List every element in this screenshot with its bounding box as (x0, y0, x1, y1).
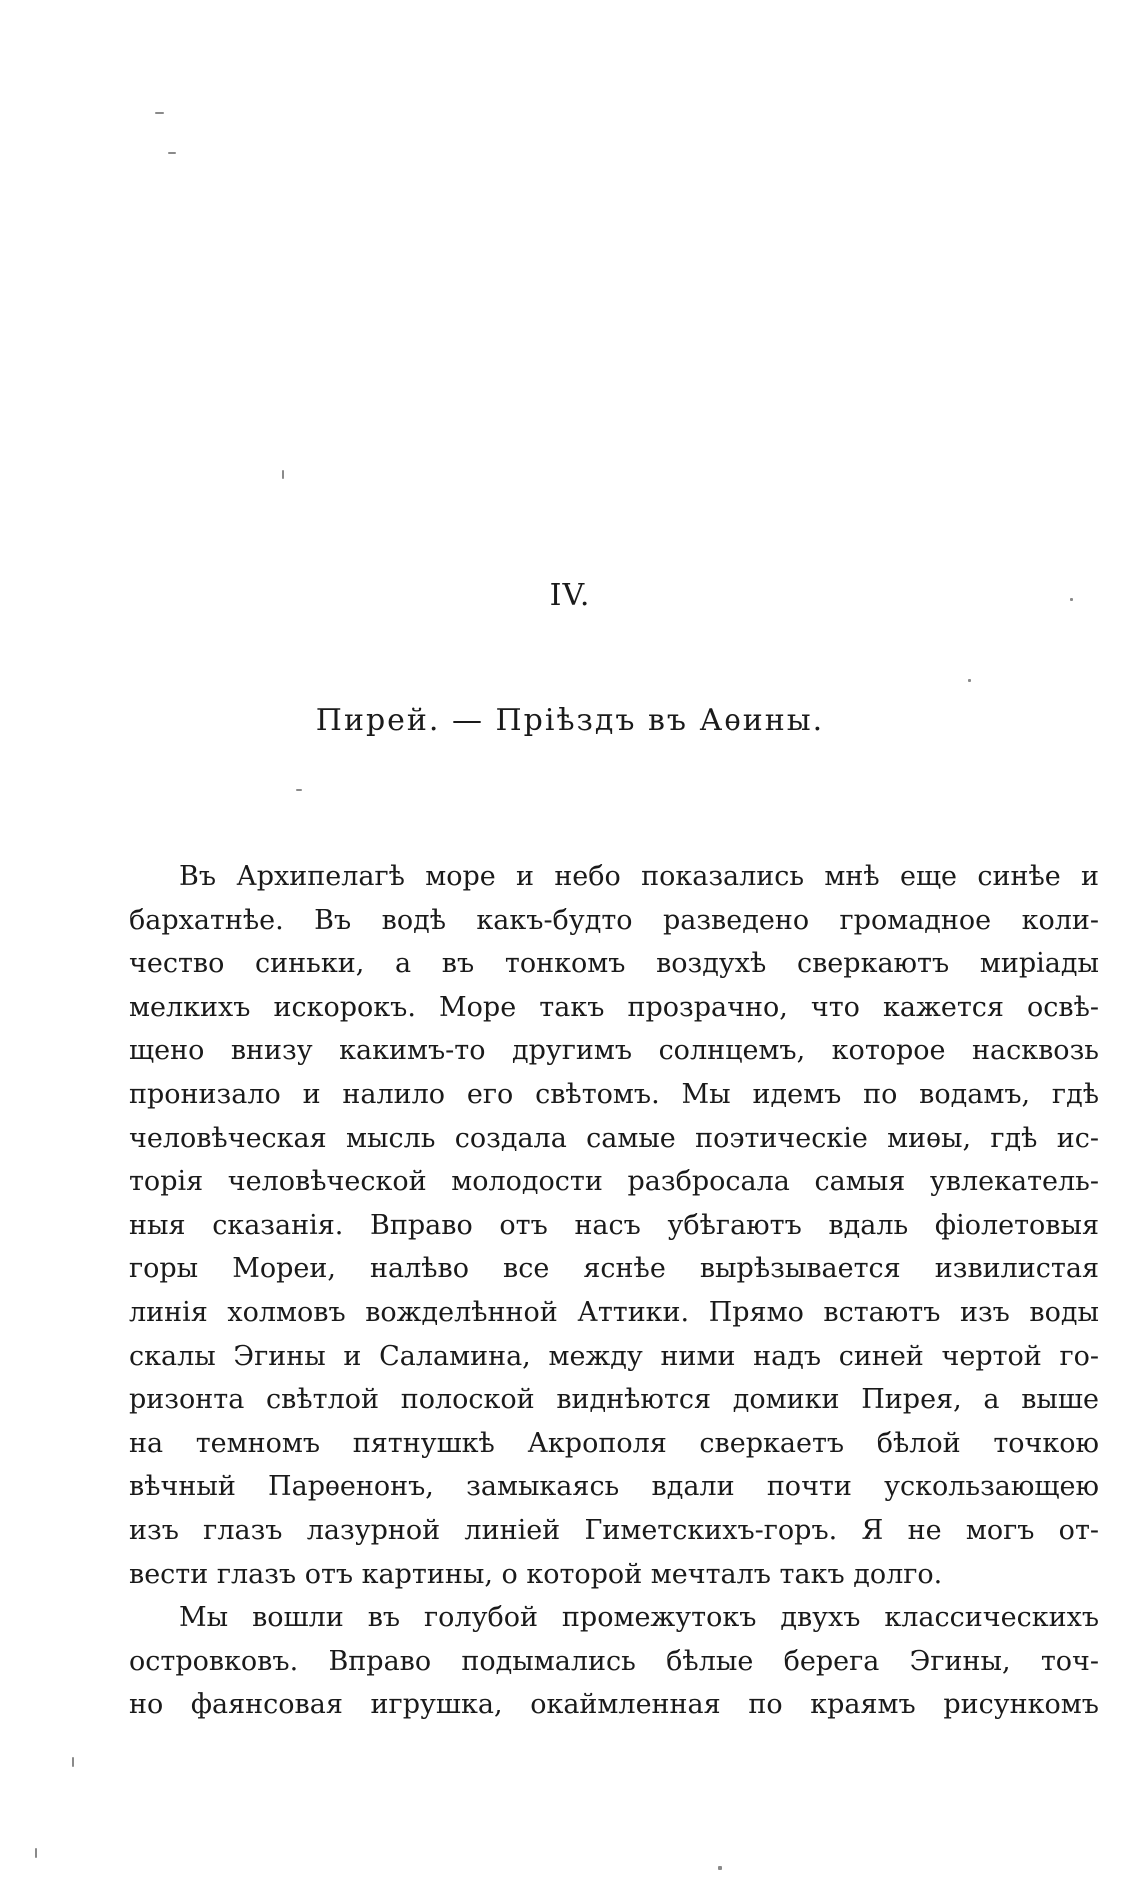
text-line: Мы вошли въ голубой промежутокъ двухъ классическихъ (179, 1602, 1099, 1634)
text-line: человѣческая мысль создала самые поэтическіе миѳы, гдѣ ис- (129, 1122, 1099, 1154)
text-line: островковъ. Вправо подымались бѣлые берега Эгины, точ- (129, 1645, 1099, 1677)
text-line: скалы Эгины и Саламина, между ними надъ синей чертой го- (129, 1340, 1099, 1372)
scan-speck (168, 152, 176, 154)
scan-speck (296, 789, 302, 791)
scan-speck (155, 112, 164, 114)
chapter-number: IV. (549, 578, 591, 613)
text-line: но фаянсовая игрушка, окаймленная по краямъ рисункомъ (129, 1689, 1099, 1721)
scan-speck (718, 1866, 722, 1870)
text-line: горы Мореи, налѣво все яснѣе вырѣзывается извилистая (129, 1253, 1099, 1285)
scan-speck (968, 679, 971, 682)
text-line: изъ глазъ лазурной линіей Гиметскихъ-горъ. Я не могъ от- (129, 1514, 1099, 1546)
text-line: вести глазъ отъ картины, о которой мечталъ такъ долго. (129, 1558, 943, 1590)
text-line: пронизало и налило его свѣтомъ. Мы идемъ по водамъ, гдѣ (129, 1078, 1099, 1110)
text-line: щено внизу какимъ-то другимъ солнцемъ, которое насквозь (129, 1035, 1099, 1067)
body-text (129, 855, 1099, 1727)
text-line: мелкихъ искорокъ. Море такъ прозрачно, что кажется освѣ- (129, 991, 1099, 1023)
text-line: Въ Архипелагѣ море и небо показались мнѣ еще синѣе и (179, 861, 1099, 892)
chapter-title: Пирей. — Пріѣздъ въ Аѳины. (315, 703, 825, 738)
text-line: чество синьки, а въ тонкомъ воздухѣ сверкаютъ миріады (129, 948, 1099, 980)
text-line: ныя сказанія. Вправо отъ насъ убѣгаютъ вдаль фіолетовыя (129, 1209, 1099, 1241)
text-line: бархатнѣе. Въ водѣ какъ-будто разведено громадное коли- (129, 904, 1099, 936)
scan-speck (72, 1757, 74, 1767)
text-line: вѣчный Парѳенонъ, замыкаясь вдали почти ускользающею (129, 1471, 1099, 1503)
text-line: линія холмовъ вожделѣнной Аттики. Прямо встаютъ изъ воды (129, 1296, 1099, 1328)
scan-speck (35, 1848, 37, 1858)
scan-speck (282, 470, 284, 479)
text-line: на темномъ пятнушкѣ Акрополя сверкаетъ бѣлой точкою (129, 1427, 1099, 1459)
text-line: ризонта свѣтлой полоской виднѣются домики Пирея, а выше (129, 1384, 1099, 1416)
text-line: торія человѣческой молодости разбросала самыя увлекатель- (129, 1166, 1099, 1198)
